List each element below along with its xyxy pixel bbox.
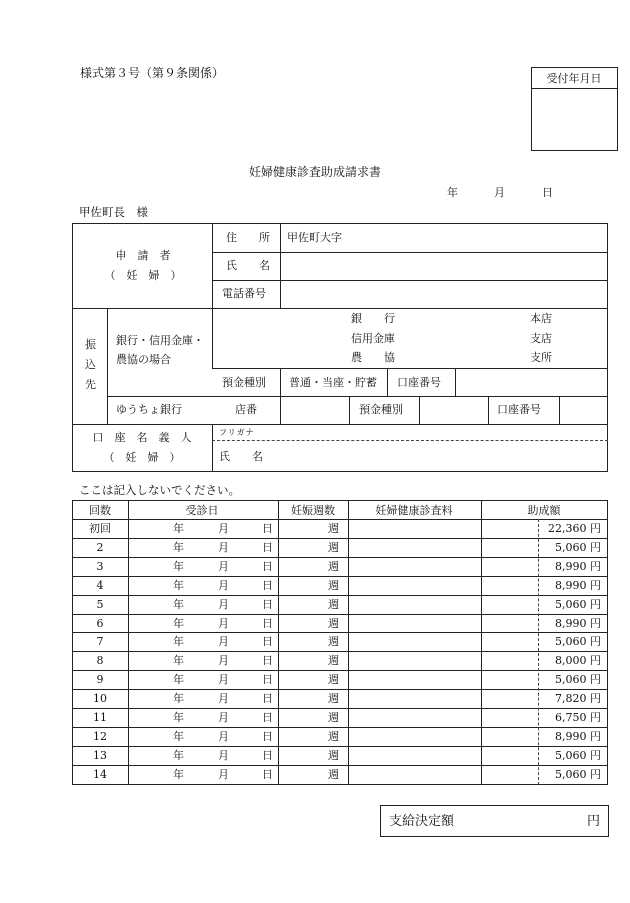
holder-name-field[interactable]: [280, 442, 606, 470]
row-date-year[interactable]: 年: [173, 711, 184, 724]
row-week-unit[interactable]: 週: [328, 635, 339, 648]
row-date-day[interactable]: 日: [262, 654, 273, 667]
row-subsidy-amount: 8,990 円: [555, 560, 601, 573]
applicant-label: 申 請 者: [115, 249, 171, 262]
row-date-month[interactable]: 月: [218, 541, 229, 554]
row-subsidy-amount: 5,060 円: [555, 768, 601, 781]
row-subsidy-amount: 8,990 円: [555, 617, 601, 630]
table-row-divider: [72, 538, 608, 539]
row-date-month[interactable]: 月: [218, 579, 229, 592]
address-field[interactable]: 甲佐町大字: [287, 231, 342, 244]
deposit-type-label: 預金種別: [222, 376, 266, 389]
table-row-divider: [72, 614, 608, 615]
row-date-year[interactable]: 年: [173, 768, 184, 781]
address-label: 住 所: [226, 231, 270, 244]
row-date-month[interactable]: 月: [218, 635, 229, 648]
row-count: 4: [96, 579, 104, 592]
row-week-unit[interactable]: 週: [328, 673, 339, 686]
phone-label: 電話番号: [222, 287, 266, 300]
account-number-label: 口座番号: [397, 376, 441, 389]
row-date-year[interactable]: 年: [173, 673, 184, 686]
branch-number-field[interactable]: [281, 397, 348, 423]
transfer-label-2: 込: [85, 358, 96, 371]
row-week-unit[interactable]: 週: [328, 654, 339, 667]
applicant-sublabel: （ 妊 婦 ）: [104, 269, 182, 282]
row-count: 13: [93, 749, 107, 762]
branch-type-branch[interactable]: 支店: [530, 332, 552, 345]
table-row-divider: [72, 708, 608, 709]
row-date-day[interactable]: 日: [262, 617, 273, 630]
row-week-unit[interactable]: 週: [328, 522, 339, 535]
row-subsidy-amount: 6,750 円: [555, 711, 601, 724]
row-date-day[interactable]: 日: [262, 522, 273, 535]
row-count: 6: [96, 617, 104, 630]
row-date-day[interactable]: 日: [262, 768, 273, 781]
table-row-divider: [72, 670, 608, 671]
table-col-divider: [481, 500, 482, 785]
date-month: 月: [494, 186, 505, 199]
table-row-divider: [72, 557, 608, 558]
table-col-divider: [278, 500, 279, 785]
row-count: 10: [93, 692, 107, 705]
row-week-unit[interactable]: 週: [328, 598, 339, 611]
row-fee-field[interactable]: [349, 671, 480, 688]
yucho-deposit-type-field[interactable]: [420, 397, 487, 423]
account-holder-label: 口 座 名 義 人: [92, 431, 192, 444]
bank-type-agri-coop[interactable]: 農 協: [351, 351, 395, 364]
row-date-day[interactable]: 日: [262, 635, 273, 648]
col-header-fee: 妊婦健康診査料: [375, 504, 453, 517]
row-date-year[interactable]: 年: [173, 654, 184, 667]
row-fee-field[interactable]: [349, 615, 480, 632]
row-date-day[interactable]: 日: [262, 673, 273, 686]
row-date-year[interactable]: 年: [173, 692, 184, 705]
row-date-month[interactable]: 月: [218, 673, 229, 686]
row-date-year[interactable]: 年: [173, 560, 184, 573]
total-amount-unit: 円: [587, 814, 601, 829]
row-week-unit[interactable]: 週: [328, 768, 339, 781]
row-fee-field[interactable]: [349, 747, 480, 764]
row-date-year[interactable]: 年: [173, 522, 184, 535]
row-subsidy-amount: 22,360 円: [548, 522, 601, 535]
row-date-day[interactable]: 日: [262, 579, 273, 592]
bank-type-credit-union[interactable]: 信用金庫: [351, 332, 395, 345]
addressee: 甲佐町長 様: [79, 205, 148, 219]
row-fee-field[interactable]: [349, 520, 480, 537]
row-count: 2: [96, 541, 104, 554]
row-subsidy-amount: 8,000 円: [555, 654, 601, 667]
col-header-count: 回数: [89, 504, 111, 517]
bank-label-line1: 銀行・信用金庫・: [116, 334, 204, 347]
row-fee-field[interactable]: [349, 690, 480, 707]
row-week-unit[interactable]: 週: [328, 730, 339, 743]
row-week-unit[interactable]: 週: [328, 560, 339, 573]
yucho-deposit-type-label: 預金種別: [359, 403, 403, 416]
form-number: 様式第３号（第９条関係）: [80, 66, 225, 80]
table-row-divider: [72, 765, 608, 766]
table-row-divider: [72, 727, 608, 728]
row-count: 3: [96, 560, 104, 573]
row-fee-field[interactable]: [349, 709, 480, 726]
row-date-day[interactable]: 日: [262, 730, 273, 743]
branch-type-office[interactable]: 支所: [530, 351, 552, 364]
row-week-unit[interactable]: 週: [328, 579, 339, 592]
bank-label-line2: 農協の場合: [116, 353, 171, 366]
furigana-label: フリガナ: [219, 428, 255, 437]
row-date-month[interactable]: 月: [218, 522, 229, 535]
row-date-year[interactable]: 年: [173, 730, 184, 743]
transfer-label-3: 先: [85, 378, 96, 391]
row-subsidy-amount: 5,060 円: [555, 541, 601, 554]
row-subsidy-amount: 5,060 円: [555, 635, 601, 648]
row-subsidy-amount: 8,990 円: [555, 730, 601, 743]
col-header-date: 受診日: [185, 504, 219, 517]
row-fee-field[interactable]: [349, 539, 480, 556]
row-date-month[interactable]: 月: [218, 654, 229, 667]
account-holder-sublabel: （ 妊 婦 ）: [103, 451, 181, 464]
row-date-day[interactable]: 日: [262, 598, 273, 611]
table-row-divider: [72, 651, 608, 652]
transfer-label-1: 振: [85, 338, 96, 351]
row-fee-field[interactable]: [349, 728, 480, 745]
row-week-unit[interactable]: 週: [328, 541, 339, 554]
row-week-unit[interactable]: 週: [328, 749, 339, 762]
row-date-month[interactable]: 月: [218, 617, 229, 630]
row-count: 5: [96, 598, 104, 611]
row-date-year[interactable]: 年: [173, 617, 184, 630]
subsidy-dashed-divider: [538, 519, 539, 785]
deposit-type-options[interactable]: 普通・当座・貯蓄: [289, 376, 377, 389]
row-fee-field[interactable]: [349, 766, 480, 783]
branch-number-label: 店番: [235, 403, 257, 416]
row-date-month[interactable]: 月: [218, 692, 229, 705]
row-date-month[interactable]: 月: [218, 560, 229, 573]
holder-name-label: 氏 名: [219, 450, 263, 463]
row-date-month[interactable]: 月: [218, 711, 229, 724]
row-fee-field[interactable]: [349, 577, 480, 594]
row-week-unit[interactable]: 週: [328, 711, 339, 724]
branch-type-head[interactable]: 本店: [530, 312, 552, 325]
row-date-day[interactable]: 日: [262, 692, 273, 705]
yucho-bank-label: ゆうちょ銀行: [116, 403, 182, 416]
row-week-unit[interactable]: 週: [328, 617, 339, 630]
row-date-day[interactable]: 日: [262, 560, 273, 573]
table-row-divider: [72, 519, 608, 520]
table-row-divider: [72, 595, 608, 596]
row-date-month[interactable]: 月: [218, 768, 229, 781]
row-count: 12: [93, 730, 107, 743]
row-date-year[interactable]: 年: [173, 635, 184, 648]
row-week-unit[interactable]: 週: [328, 692, 339, 705]
table-row-divider: [72, 689, 608, 690]
row-date-year[interactable]: 年: [173, 598, 184, 611]
col-header-weeks: 妊娠週数: [291, 504, 335, 517]
row-date-month[interactable]: 月: [218, 730, 229, 743]
table-col-divider: [128, 500, 129, 785]
row-date-month[interactable]: 月: [218, 598, 229, 611]
yucho-account-number-label: 口座番号: [497, 403, 541, 416]
date-year: 年: [447, 186, 458, 199]
row-count: 9: [96, 673, 104, 686]
row-fee-field[interactable]: [349, 558, 480, 575]
name-field[interactable]: [281, 253, 607, 279]
row-subsidy-amount: 5,060 円: [555, 749, 601, 762]
reception-date-label: 受付年月日: [546, 72, 602, 85]
row-date-day[interactable]: 日: [262, 711, 273, 724]
row-subsidy-amount: 8,990 円: [555, 579, 601, 592]
row-date-day[interactable]: 日: [262, 541, 273, 554]
row-subsidy-amount: 7,820 円: [555, 692, 601, 705]
row-date-month[interactable]: 月: [218, 749, 229, 762]
total-amount-label: 支給決定額: [389, 814, 455, 829]
row-count: 14: [93, 768, 107, 781]
row-count: 8: [96, 654, 104, 667]
row-subsidy-amount: 5,060 円: [555, 598, 601, 611]
office-use-note: ここは記入しないでください。: [79, 483, 240, 497]
row-date-year[interactable]: 年: [173, 541, 184, 554]
row-date-day[interactable]: 日: [262, 749, 273, 762]
account-number-field[interactable]: [456, 369, 607, 395]
checkup-table: [72, 500, 608, 785]
table-row-divider: [72, 632, 608, 633]
row-count: 11: [93, 711, 107, 724]
row-date-year[interactable]: 年: [173, 749, 184, 762]
row-fee-field[interactable]: [349, 633, 480, 650]
phone-field[interactable]: [281, 281, 607, 307]
row-count: 初回: [89, 522, 111, 535]
row-fee-field[interactable]: [349, 596, 480, 613]
reception-date-box: [531, 67, 618, 151]
row-subsidy-amount: 5,060 円: [555, 673, 601, 686]
document-title: 妊婦健康診査助成請求書: [248, 165, 382, 179]
col-header-subsidy: 助成額: [527, 504, 561, 517]
row-count: 7: [96, 635, 104, 648]
table-row-divider: [72, 576, 608, 577]
table-row-divider: [72, 746, 608, 747]
bank-type-bank[interactable]: 銀 行: [351, 312, 395, 325]
name-label: 氏 名: [226, 259, 270, 272]
row-date-year[interactable]: 年: [173, 579, 184, 592]
date-day: 日: [542, 186, 553, 199]
row-fee-field[interactable]: [349, 652, 480, 669]
yucho-account-number-field[interactable]: [560, 397, 607, 423]
total-amount-box[interactable]: [380, 805, 609, 837]
